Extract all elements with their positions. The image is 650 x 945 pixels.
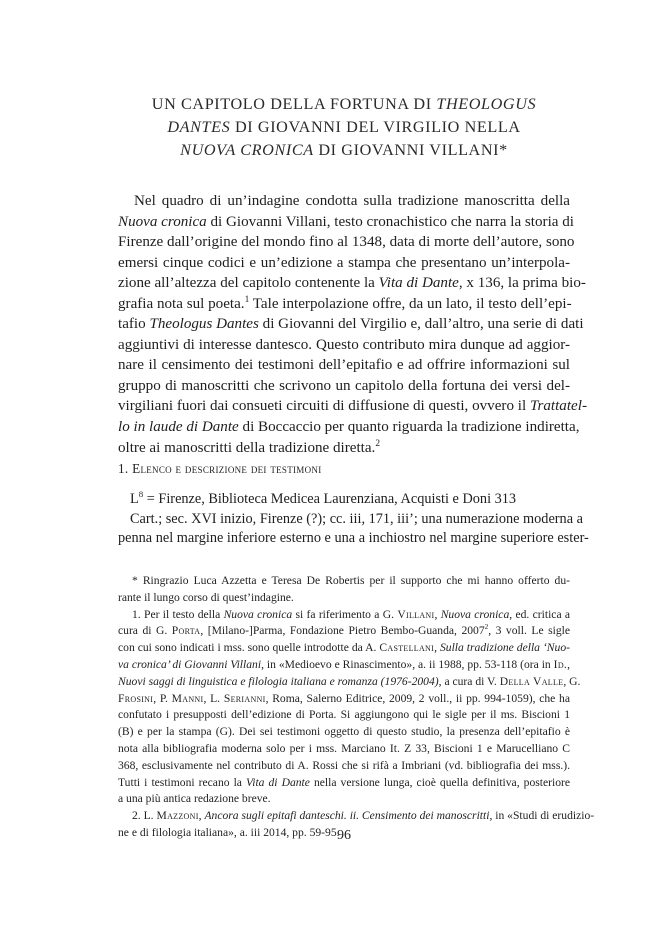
body-line: lo in laude di Dante di Boccaccio per quanto riguarda la tradizione indiretta, [118, 419, 580, 436]
footnote-1: confutato i presupposti dell’edizione di Porta. Si aggiungono qui le sigle per il ms. Biscioni 1 [118, 708, 570, 722]
body-paragraph [118, 191, 587, 458]
footnote-1: (B) e per la stampa (G). Dei sei testimoni oggetto di questo studio, la presenza dell’epitafio è [118, 725, 570, 739]
body-line: grafia nota sul poeta.$^1$ Tale interpolazione offre, da un lato, il testo dell’epi- [118, 294, 572, 312]
manuscript-description [118, 489, 589, 549]
footnote-star: * Ringrazio Luca Azzetta e Teresa De Robertis per il supporto che mi hanno offerto du- [132, 574, 570, 587]
footnote-1: nota alla bibliografia moderna solo per i mss. Marciano It. Z 33, Biscioni 1 e Marucelliano C [118, 741, 570, 755]
footnote-1: Nuovi saggi di linguistica e filologia italiana e romanza (1976-2004), a cura di V. Della Valle, G. [118, 674, 581, 688]
body-line: virgiliani fuori dai consueti circuiti di diffusione di questi, ovvero il Trattatel- [118, 398, 587, 415]
manuscript-line: Cart.; sec. XVI inizio, Firenze (?); cc. iii, 171, iii’; una numerazione moderna a [130, 510, 583, 527]
manuscript-line: penna nel margine inferiore esterno e una a inchiostro nel margine superiore ester- [118, 530, 589, 547]
footnote-ref[interactable]: 1 [244, 294, 250, 305]
body-line: Nel quadro di un’indagine condotta sulla tradizione manoscritta della [134, 193, 570, 209]
body-line: emersi cinque codici e un’edizione a stampa che presentano un’interpola- [118, 254, 570, 271]
footnote-star: rante il lungo corso di quest’indagine. [118, 590, 294, 604]
body-line: Nuova cronica di Giovanni Villani, testo cronachistico che narra la storia di [118, 213, 574, 230]
manuscript-siglum-line: $L^8$ = Firenze, Biblioteca Medicea Laurenziana, Acquisti e Doni 313 [130, 489, 517, 507]
body-line: nare il censimento dei testimoni dell’epitafio e ad offrire informazioni sul [118, 357, 570, 374]
footnote-1: cura di G. Porta, [Milano-]Parma, Fondazione Pietro Bembo-Guanda, 2007$^2$, 3 voll. Le sigle [118, 623, 570, 638]
footnote-1: 368, esclusivamente nel contributo di A. Rossi che si rifà a Imbriani (vd. bibliografia dei mss.). [118, 758, 570, 772]
page-number: 96 [337, 828, 351, 843]
body-line: oltre ai manoscritti della tradizione diretta.$^2$ [118, 438, 381, 456]
footnote-2: ne e di filologia italiana», a. iii 2014, pp. 59-95. [118, 825, 340, 839]
title-line-1: UN CAPITOLO DELLA FORTUNA DI THEOLOGUS [151, 95, 537, 113]
body-line: Firenze dall’origine del mondo fino al 1348, data di morte dell’autore, sono [118, 234, 575, 251]
body-line: tafio Theologus Dantes di Giovanni del Virgilio e, dall’altro, una serie di dati [118, 316, 584, 333]
title-line-2: DANTES DI GIOVANNI DEL VIRGILIO NELLA [167, 118, 521, 136]
chapter-title [118, 93, 570, 162]
body-line: zione all’altezza del capitolo contenente la Vita di Dante, x 136, la prima bio- [118, 275, 586, 292]
footnote-1: Tutti i testimoni recano la Vita di Dante nella versione lunga, cioè quella definitiva, posteriore [118, 775, 571, 789]
body-line: gruppo di manoscritti che scrivono un capitolo della fortuna dei versi del- [118, 377, 570, 394]
footnote-1: 1. Per il testo della Nuova cronica si fa riferimento a G. Villani, Nuova cronica, ed. critica a [132, 607, 571, 621]
footnote-1: va cronica’ di Giovanni Villani, in «Medioevo e Rinascimento», a. ii 1988, pp. 53-118 (ora in Id., [118, 657, 570, 671]
footnotes [118, 573, 595, 842]
section-heading: 1. Elenco e descrizione dei testimoni [118, 461, 322, 476]
footnote-1: a una più antica redazione breve. [118, 792, 271, 806]
title-line-3: NUOVA CRONICA DI GIOVANNI VILLANI* [180, 141, 508, 159]
footnote-2: 2. L. Mazzoni, Ancora sugli epitafi danteschi. ii. Censimento dei manoscritti, in «Studi di erudizio- [132, 809, 595, 823]
footnote-ref[interactable]: 2 [375, 438, 381, 449]
footnote-1: con cui sono indicati i mss. sono quelle introdotte da A. Castellani, Sulla tradizione della ‘Nuo- [118, 641, 570, 655]
footnote-1: Frosini, P. Manni, L. Serianni, Roma, Salerno Editrice, 2009, 2 voll., ii pp. 994-1059), che ha [118, 691, 571, 705]
body-line: aggiuntivi di interesse dantesco. Questo contributo mira dunque ad aggior- [118, 336, 570, 353]
